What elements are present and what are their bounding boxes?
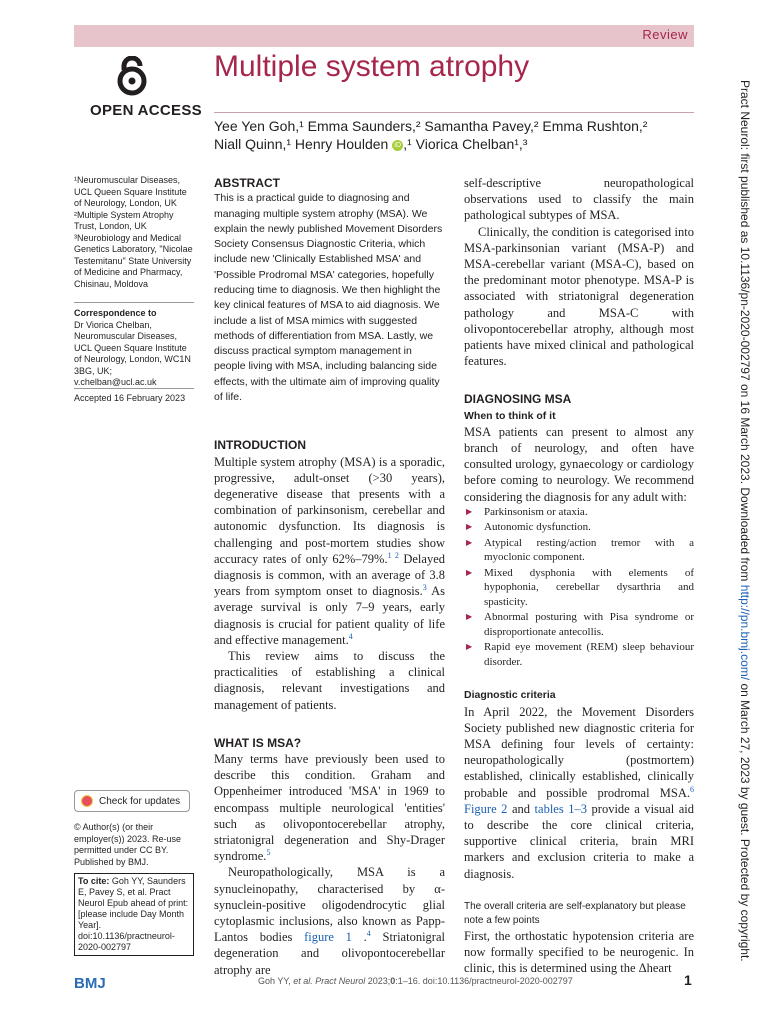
citation-ref[interactable]: 4: [348, 631, 353, 641]
accepted-date: Accepted 16 February 2023: [74, 393, 186, 403]
citation-ref[interactable]: 3: [422, 583, 427, 593]
clinical-variants-paragraph: Clinically, the condition is categorised into MSA-parkinsonian variant (MSA-P) and MSA-cerebellar variant (MSA-C), based on the predominant motor phenotype. MSA-P is associated with striatonigral degeneration pathology and MSA-C with olivopontocerebellar atrophy, although most patients have mixed clinical and pathological features.: [464, 224, 694, 369]
what-text-c: .: [351, 930, 367, 945]
what-is-msa-paragraph-2: [214, 864, 445, 977]
diagnostic-criteria-paragraph: [464, 704, 694, 882]
open-access-lock-icon: [112, 56, 152, 96]
intro-text-b: Delayed diagnosis is common, with an average of 3.8 years from symptom onset to diagnosis.: [214, 551, 445, 599]
figure-1-link[interactable]: figure 1: [304, 930, 352, 945]
criteria-text-c: provide a visual aid to describe the core clinical criteria, supportive clinical criteria, brain MRI markers and exclusion criteria to make a diagnosis.: [464, 801, 694, 881]
authors-line-1: Yee Yen Goh,¹ Emma Saunders,² Samantha Pavey,² Emma Rushton,²: [214, 118, 648, 134]
when-to-think-heading: When to think of it: [464, 409, 556, 422]
diagnosing-heading: DIAGNOSING MSA: [464, 392, 572, 407]
intro-text-c: As average survival is only 7–9 years, early diagnosis is crucial for patient quality of life and effective management.: [214, 584, 445, 647]
tables-link[interactable]: tables 1–3: [534, 801, 587, 816]
copyright-notice: © Author(s) (or their employer(s)) 2023. Re-use permitted under CC BY. Published by BMJ.: [74, 822, 182, 867]
title-divider: [214, 112, 694, 113]
bmj-logo: BMJ: [74, 975, 106, 992]
footer-citation: [258, 976, 573, 986]
crossmark-icon: [81, 795, 93, 807]
column-right: [464, 175, 694, 976]
correspondence-text: Dr Viorica Chelban, Neuromuscular Diseases, UCL Queen Square Institute of Neurology, London, WC1N 3BG, UK; v.chelban@ucl.ac.uk: [74, 319, 191, 387]
footer-journal: et al. Pract Neurol: [293, 976, 366, 986]
journal-url-link[interactable]: http://pn.bmj.com/: [738, 584, 752, 681]
abstract-text: This is a practical guide to diagnosing and managing multiple system atrophy (MSA). We explain the newly published Movement Disorders Society Consensus Diagnostic Criteria, which include new 'Clinically Established MSA' and 'Possible Prodromal MSA' categories, hopefully reducing time to diagnosis. We then highlight the key clinical features of MSA to aid diagnosis. We include a list of MSA mimics with suggested methods of differentiation from MSA. Lastly, we discuss practical symptom management in people living with MSA, including balancing side effects, with the ultimate aim of improving quality of life.: [214, 192, 443, 404]
figure-2-link[interactable]: Figure 2: [464, 801, 508, 816]
citation-ref[interactable]: 4: [366, 929, 371, 939]
when-to-think-paragraph: MSA patients can present to almost any branch of neurology, and often have consulted urology, gynaecology or cardiology before coming to neurology. We recommend considering the diagnosis for any adult with:: [464, 424, 694, 504]
what-text-d: Striatonigral degeneration and olivopontocerebellar atrophy are: [214, 930, 445, 977]
introduction-heading: INTRODUCTION: [214, 438, 306, 453]
citation-ref[interactable]: 1 2: [387, 550, 399, 560]
abstract-heading: ABSTRACT: [214, 176, 280, 190]
orthostatic-paragraph: First, the orthostatic hypotension criteria are now formally specified to be neurogenic. In clinic, this is determined using the Δheart: [464, 928, 694, 976]
footer-year: 2023;: [365, 976, 391, 986]
download-notice-b: on March 27, 2023 by guest. Protected by copyright.: [738, 680, 752, 962]
cite-text: Goh YY, Saunders E, Pavey S, et al. Pract Neurol Epub ahead of print: [please include Day Month Year]. doi:10.1136/practneurol-2020-002797: [78, 876, 189, 952]
cite-label: To cite:: [78, 876, 110, 886]
what-is-msa-paragraph-1: [214, 751, 445, 864]
authors-line-2-part-a: Niall Quinn,¹ Henry Houlden: [214, 136, 389, 152]
list-item: ▶ Parkinsonism or ataxia.: [464, 505, 694, 520]
check-for-updates-button[interactable]: [74, 790, 190, 812]
list-item: ▶ Rapid eye movement (REM) sleep behaviour disorder.: [464, 640, 694, 669]
intro-text-a: Multiple system atrophy (MSA) is a sporadic, progressive, adult-onset (>30 years), degenerative disease that presents with a combination of parkinsonism, cerebellar and autonomic dysfunction. Its diagnosis is challenging and post-mortem studies show accuracy rates of only 62%–79%.: [214, 454, 445, 566]
introduction-paragraph-2: This review aims to discuss the practicalities of establishing a clinical diagnosis, relevant investigations and management of patients.: [214, 649, 445, 712]
what-text-a: Many terms have previously been used to describe this condition. Graham and Oppenheimer introduced 'MSA' in 1969 to encompass multiple neurological 'entities' such as olivopontocerebellar atrophy, striatonigral degeneration and Shy-Drager syndrome.: [214, 752, 445, 864]
affiliations: ¹Neuromuscular Diseases, UCL Queen Square Institute of Neurology, London, UK ²Multiple System Atrophy Trust, London, UK ³Neurobiology and Medical Genetics Laboratory, "Nicolae Testemitanu" State University of Medicine and Pharmacy, Chisinau, Moldova: [74, 175, 193, 289]
list-item: ▶ Abnormal posturing with Pisa syndrome or disproportionate antecollis.: [464, 610, 694, 639]
correspondence-heading: Correspondence to: [74, 308, 157, 318]
what-text-b: Neuropathologically, MSA is a synucleinopathy, characterised by α-synuclein-positive oligodendrocytic glial cytoplasmic inclusions, also known as Papp-Lantos bodies: [214, 865, 445, 945]
sidebar-divider: [74, 388, 194, 389]
citation-ref[interactable]: 6: [690, 784, 694, 794]
download-notice: [738, 80, 752, 962]
what-is-msa-heading: WHAT IS MSA?: [214, 735, 302, 750]
article-title: Multiple system atrophy: [214, 50, 530, 83]
correspondence-block: [74, 308, 194, 389]
authors-line-2: [214, 135, 694, 153]
check-for-updates-label: Check for updates: [99, 796, 181, 807]
page-number: 1: [684, 972, 692, 988]
criteria-note: The overall criteria are self-explanatory but please note a few points: [464, 900, 686, 926]
clinical-features-list: [464, 505, 694, 670]
list-item: ▶ Atypical resting/action tremor with a myoclonic component.: [464, 536, 694, 565]
list-item: ▶ Mixed dysphonia with elements of hypophonia, cerebellar dysarthria and spasticity.: [464, 566, 694, 610]
criteria-text-b: and: [507, 801, 535, 816]
section-label: Review: [642, 27, 688, 42]
open-access-label: OPEN ACCESS: [90, 102, 202, 119]
column-middle: [214, 175, 445, 978]
introduction-paragraph-1: [214, 454, 445, 648]
footer-doi: :1–16. doi:10.1136/practneurol-2020-002797: [395, 976, 573, 986]
subtypes-paragraph: self-descriptive neuropathological observations used to classify the main pathological subtypes of MSA.: [464, 176, 694, 223]
citation-box: [74, 873, 194, 956]
download-notice-a: Pract Neurol: first published as 10.1136/pn-2020-002797 on 16 March 2023. Downloaded from: [738, 80, 752, 585]
author-list: [214, 117, 694, 153]
orcid-icon[interactable]: iD: [392, 140, 403, 151]
diagnostic-criteria-heading: Diagnostic criteria: [464, 689, 556, 702]
authors-line-2-part-b: ,¹ Viorica Chelban¹,³: [403, 136, 528, 152]
section-banner: [74, 25, 694, 47]
citation-ref[interactable]: 5: [266, 848, 271, 858]
footer-volume: 0: [390, 976, 396, 986]
footer-authors: Goh YY,: [258, 976, 294, 986]
list-item: ▶ Autonomic dysfunction.: [464, 520, 694, 535]
sidebar-divider: [74, 302, 194, 303]
criteria-text-a: In April 2022, the Movement Disorders Society published new diagnostic criteria for MSA defining four levels of certainty: neuropathologically (postmortem) established, clinically established, clinically probable and possible prodromal MSA.: [464, 704, 694, 800]
